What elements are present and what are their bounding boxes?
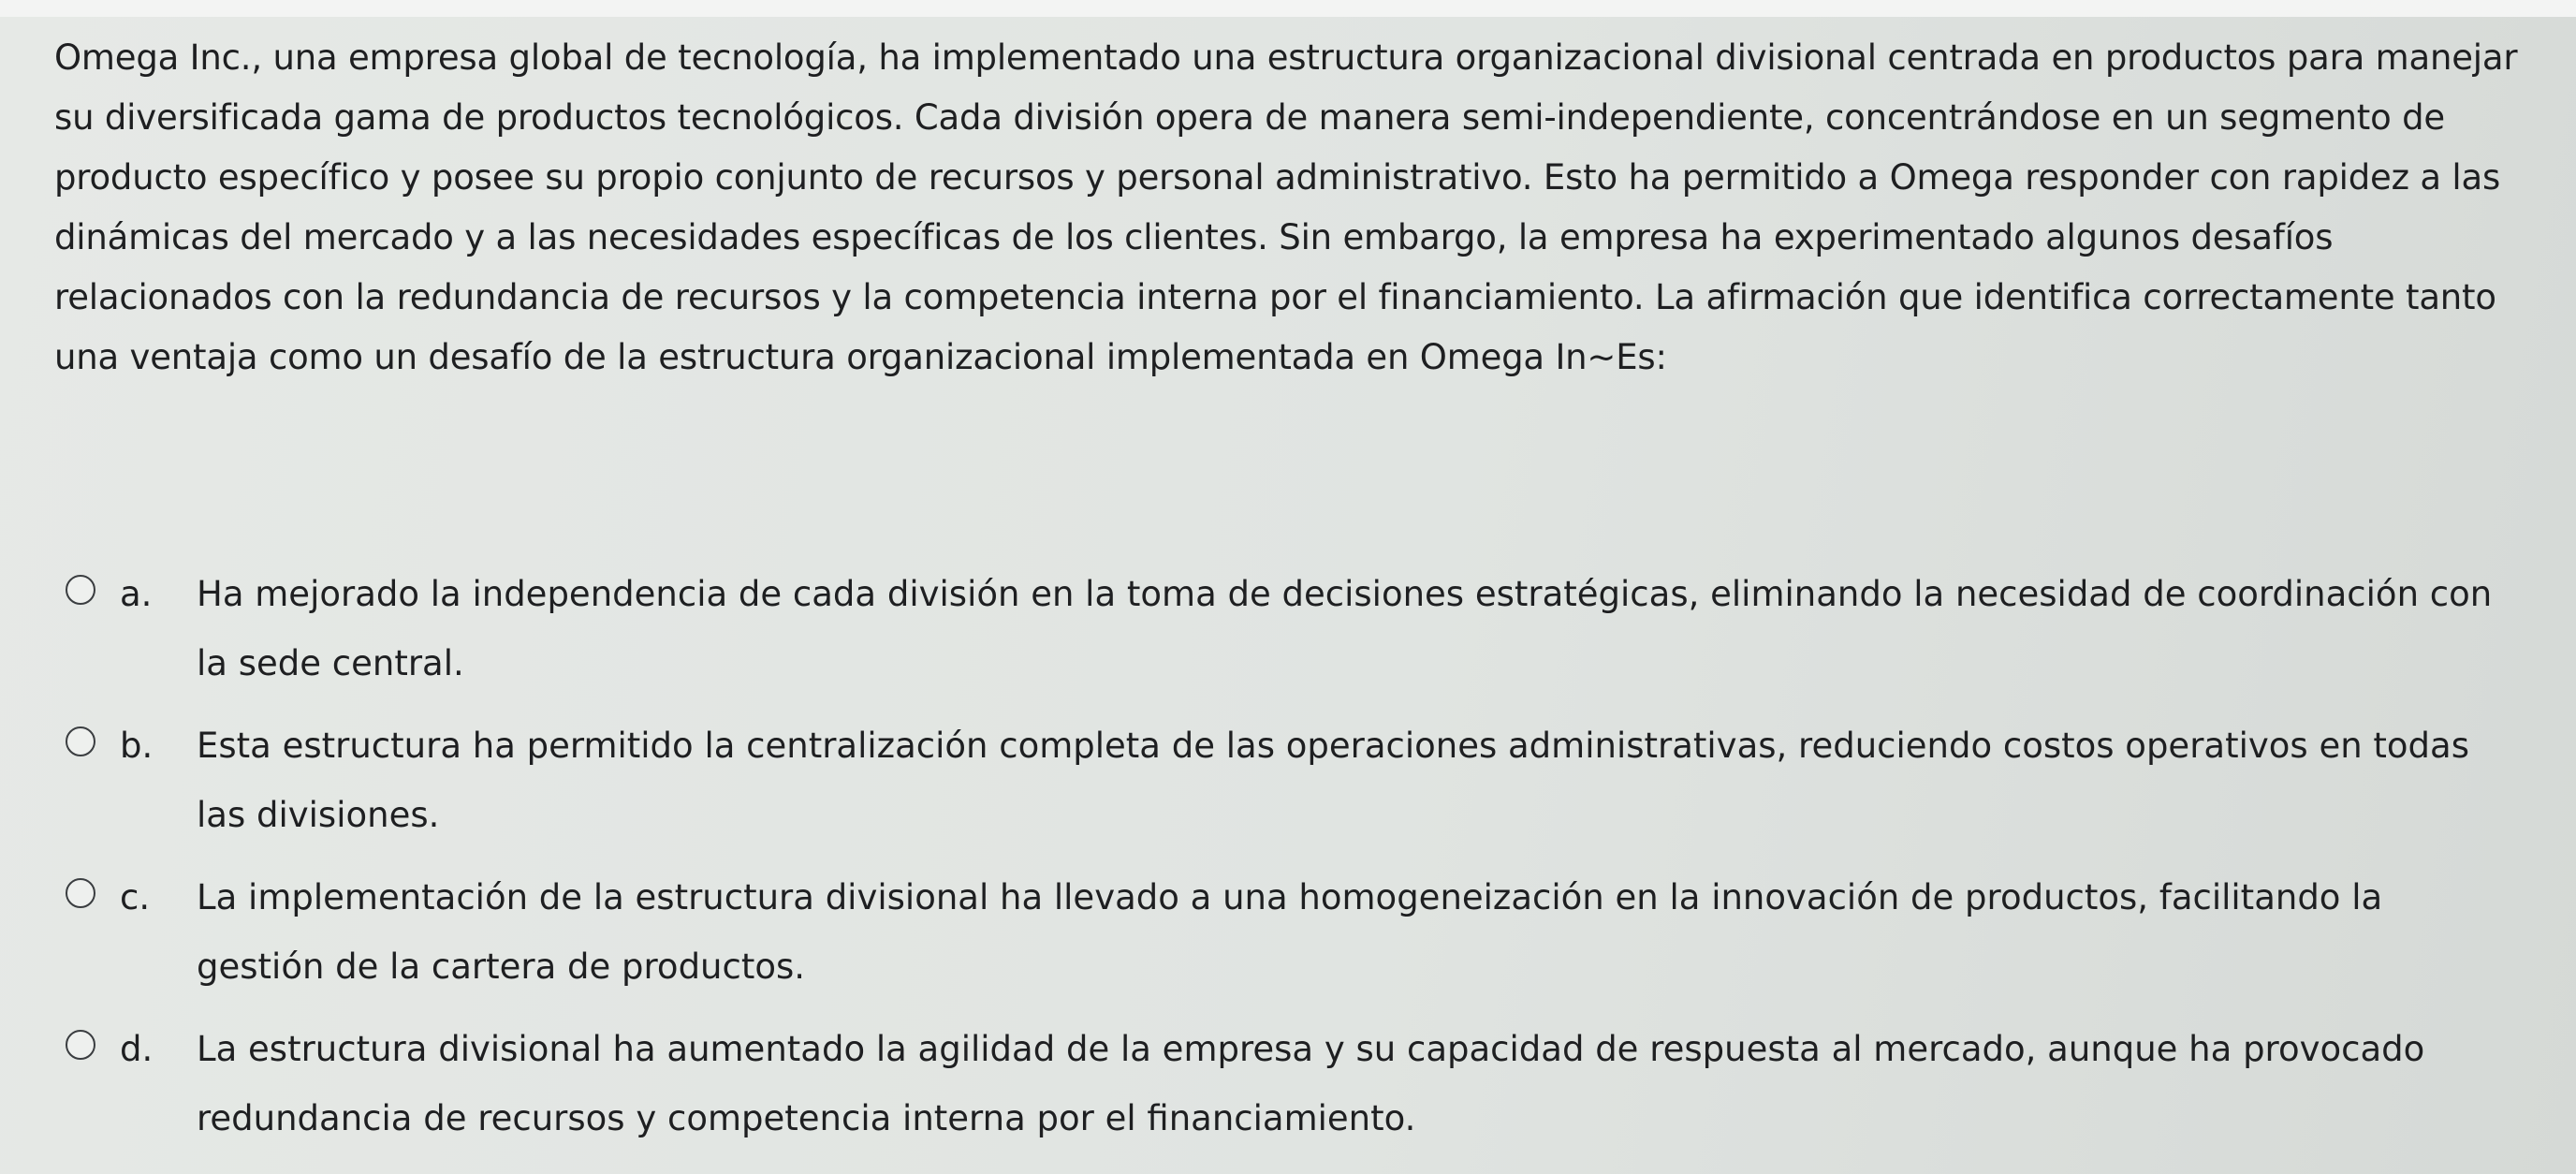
option-text: Ha mejorado la independencia de cada división en la toma de decisiones estratégicas, eliminando la necesidad de coordinación con la sede central. xyxy=(197,574,2493,683)
option-b[interactable] xyxy=(66,712,2518,850)
option-letter: d. xyxy=(120,1029,154,1069)
radio-button-b[interactable] xyxy=(66,726,95,756)
option-text: La estructura divisional ha aumentado la agilidad de la empresa y su capacidad de respuesta al mercado, aunque ha provocado redundancia de recursos y competencia interna por el financiamiento. xyxy=(197,1029,2425,1138)
radio-button-d[interactable] xyxy=(66,1030,95,1060)
option-letter: b. xyxy=(120,726,154,766)
option-text: Esta estructura ha permitido la centralización completa de las operaciones administrativas, reduciendo costos operativos en todas las divisiones. xyxy=(197,726,2469,835)
option-letter: a. xyxy=(120,574,153,614)
option-text: La implementación de la estructura divisional ha llevado a una homogeneización en la innovación de productos, facilitando la gestión de la cartera de productos. xyxy=(197,877,2383,987)
answer-options xyxy=(66,560,2518,1167)
radio-button-a[interactable] xyxy=(66,575,95,605)
option-letter: c. xyxy=(120,877,151,917)
radio-button-c[interactable] xyxy=(66,878,95,908)
option-c[interactable] xyxy=(66,863,2518,1002)
option-d[interactable] xyxy=(66,1015,2518,1153)
question-text: Omega Inc., una empresa global de tecnología, ha implementado una estructura organizacional divisional centrada en productos para manejar su diversificada gama de productos tecnológicos. Cada división opera de manera semi-independiente, concentrándose en un segmento de producto específico y posee su propio conjunto de recursos y personal administrativo. Esto ha permitido a Omega responder con rapidez a las dinámicas del mercado y a las necesidades específicas de los clientes. Sin embargo, la empresa ha experimentado algunos desafíos relacionados con la redundancia de recursos y la competencia interna por el financiamiento. La afirmación que identifica correctamente tanto una ventaja como un desafío de la estructura organizacional implementada en Omega In~Es: xyxy=(54,37,2518,377)
option-a[interactable] xyxy=(66,560,2518,698)
top-edge xyxy=(0,0,2576,17)
